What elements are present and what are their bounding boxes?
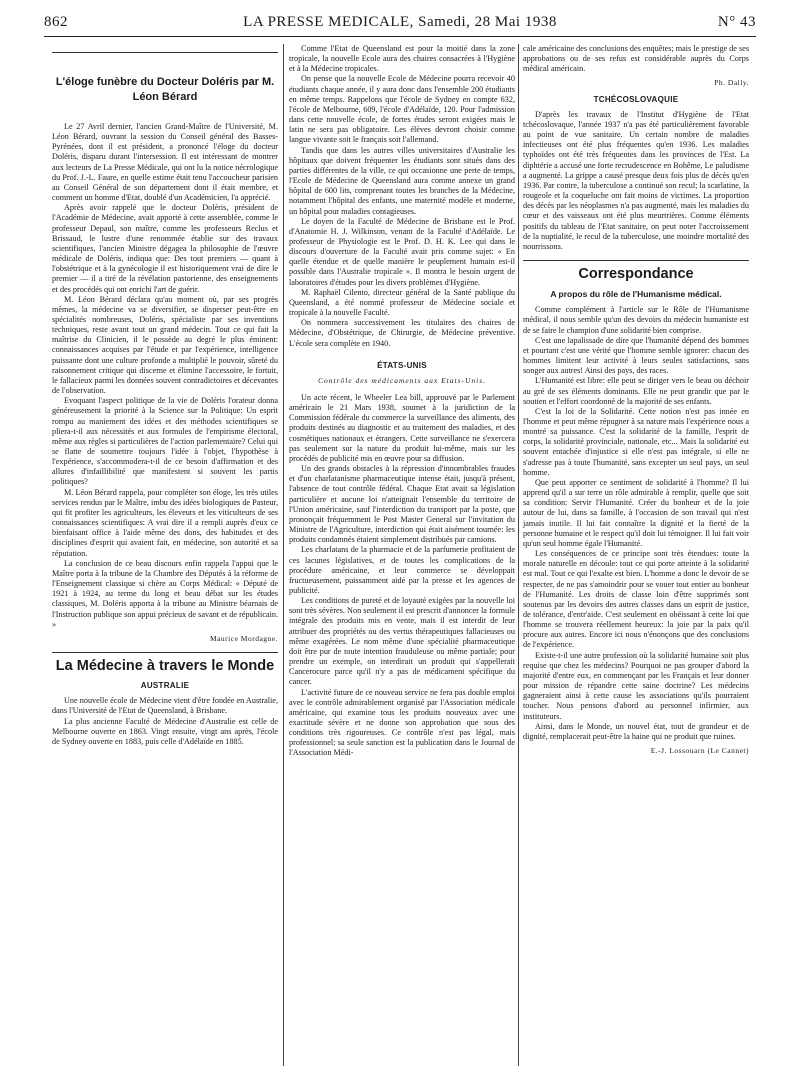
paragraph: D'après les travaux de l'Institut d'Hygiène de l'Etat tchécoslovaque, l'année 1937 n'a pas été particulièrement favorable au point de vue sanitaire. Un certain nombre de maladies infectieuses ont été plus fréquentes qu'en 1936. Les maladies typhoïdes ont été très fréquentes dans les provinces de l'Est. La diphtérie a accusé une forte recrudescence en Bohême, Le paludisme a augmenté. La grippe a causé presque deux fois plus de décès qu'en 1936. Par contre, la tuberculose a continué son recul; la scarlatine, la rougeole et la coqueluche ont fait moins de victimes. La proportion des décès par les néoplasmes n'a pas augmenté, mais les maladies du cœur et des vaisseaux ont été plus meurtrières. Comme éléments positifs du tableau de l'Etat sanitaire, on peut noter l'accroissement de la nuptialité, le recul de la tuberculose, une moindre mortalité des nourrissons. xyxy=(523,109,749,251)
paragraph: Après avoir rappelé que le docteur Doléris, président de l'Académie de Médecine, avait apporté à cette assemblée, comme le professeur Depaul, son maître, comme les professeurs Reclus et Brissaud, le lustre d'une renommée établie sur des travaux scientifiques, l'ancien Ministre dégagea la philosophie de l'œuvre médicale de Doléris, indiqua que: Des tout premiers — quant à l'obstétrique et à la gynécologie il est historiquement vrai de dire le premier — il a tiré de la révélation pastorienne, des enseignements et des procédés qui ont enrichi l'art de guérir. xyxy=(52,203,278,294)
paragraph: L'activité future de ce nouveau service ne fera pas double emploi avec le contrôle admirablement organisé par l'Association médicale américaine, qui examine tous les produits nouveaux avec une exactitude sévère et ne donne son approbation que sous des conditions très rigoureuses. Ce contrôle n'est pas légal, mais professionnel; sa seule sanction est la publication dans le Journal de l'Association Médi- xyxy=(289,687,515,758)
column-separator xyxy=(283,44,284,1066)
paragraph: Ainsi, dans le Monde, un nouvel état, tout de grandeur et de dignité, remplacerait peut-être la haine qui ne produit que ruines. xyxy=(523,721,749,741)
column-1 xyxy=(52,44,278,747)
paragraph: Un acte récent, le Wheeler Lea bill, approuvé par le Parlement américain le 21 Mars 1938, soumet à la juridiction de la Commission fédérale du commerce la surveillance des aliments, des produits destinés au diagnostic et au traitement des maladies, et des cosmétiques nationaux et étrangers. Cette surveillance ne s'exercera pas seulement sur la nature du produit lui-même, mais sur les procédés de publicité mis en œuvre pour sa diffusion. xyxy=(289,393,515,463)
article-title: L'éloge funèbre du Docteur Doléris par M. Léon Bérard xyxy=(55,76,275,103)
journal-title: LA PRESSE MEDICALE, Samedi, 28 Mai 1938 xyxy=(243,14,557,30)
paragraph: La conclusion de ce beau discours enfin rappela l'appui que le Maître porta à la tribune de la Chambre des Députés à la réforme de l'Enseignement classique si chère au Corps Médical: « Député de 1921 à 1924, au terme du long et beau débat sur les études classiques, M. Doléris apporta à la tribune au Ministre béarnais de l'Instruction publique son appui précieux de savant et de républicain. » xyxy=(52,558,278,629)
divider xyxy=(52,652,278,653)
paragraph: M. Léon Bérard rappela, pour compléter son éloge, les très utiles services rendus par le Maître, imbu des idées biologiques de Pasteur, qui fit profiter les agriculteurs, les éleveurs et les viticulteurs de ses connaissances scientifiques: A vrai dire il a rempli auprès d'eux ce bienfaisant office à l'aide même des dons, des habitudes et des disciplines d'esprit qui avaient fait, en médecine, son autorité et sa réputation. xyxy=(52,487,278,558)
paragraph: Le 27 Avril dernier, l'ancien Grand-Maître de l'Université, M. Léon Bérard, ouvrant la session du Conseil général des Basses-Pyrénées, dont il est président, a prononcé l'éloge du docteur Doléris, disparu durant l'intersession. Il est intéressant de montrer aux lecteurs de La Presse Médicale, qui ont lu la notice nécrologique du Prof. J.-L. Faure, en quelle estime était tenu l'accoucheur parisien au Conseil Général de son département dont il était membre, et comment un homme d'Etat, doublé d'un Académicien, l'a apprécié. xyxy=(52,122,278,203)
paragraph: C'est la loi de la Solidarité. Cette notion n'est pas innée en l'homme et peut même répugner à sa nature mais l'expérience nous a montré sa puissance. C'est la solidarité de la famille, l'esprit de corps, la solidarité provinciale, nationale, etc... Mais la solidarité est souvent entachée d'injustice si elle n'est pas intégrale, si elle ne s'adresse pas à toute l'humanité, sans excepter un seul pays, un seul homme. xyxy=(523,406,749,477)
column-separator xyxy=(518,44,519,1066)
paragraph: Une nouvelle école de Médecine vient d'être fondée en Australie, dans l'Université de l'Etat de Queensland, à Brisbane. xyxy=(52,696,278,716)
paragraph: Tandis que dans les autres villes universitaires d'Australie les hôpitaux que doivent fréquenter les étudiants sont situés dans des parties différentes de la ville, ce qui occasionne une perte de temps, l'Ecole de Médecine de Queensland aura comme annexe un grand hôpital de 600 lits, comprenant toutes les branches de la Médecine, notamment l'hôpital des enfants, une maternité modèle et moderne, un hôpital pour maladies contagieuses. xyxy=(289,145,515,216)
paragraph: La plus ancienne Faculté de Médecine d'Australie est celle de Melbourne ouverte en 1863. Vingt ensuite, vingt ans après, l'école de Sydney ouverte en 1883, puis celle d'Adélaïde en 1885. xyxy=(52,716,278,746)
divider xyxy=(52,52,278,53)
paragraph: Evoquant l'aspect politique de la vie de Doléris l'orateur donna généreusement la priorité à la Science sur la Politique: Un esprit rompu au maniement des idées et des méthodes scientifiques se pliera-t-il aux nécessités et aux formules de l'empirisme électoral, même aux règles si particulières de l'action parlementaire? Celui qui se flatte de soumettre toujours l'idée à l'objet, l'hypothèse à l'expérience, s'accommodera-t-il de ce besoin d'affirmation et des allures d'infaillibilité que manifestent si souvent les partis politiques? xyxy=(52,396,278,487)
section-subtitle: AUSTRALIE xyxy=(140,681,190,691)
paragraph: Le doyen de la Faculté de Médecine de Brisbane est le Prof. d'Anatomie H. J. Wilkinson, venant de la Faculté d'Adélaïde. Le professeur de Physiologie est le Prof. D. H. K. Lee qui dans le discours d'ouverture de la Faculté avait pris comme sujet: « En quelle étendue et de quelle manière le peuplement humain est-il possible dans l'Australie tropicale ». Il montra le besoin urgent de laboratoires d'études pour les divers problèmes d'Hygiène. xyxy=(289,216,515,287)
header-rule xyxy=(44,36,756,37)
signature: Ph. Dally. xyxy=(714,78,749,88)
section-subtitle: TCHÉCOSLOVAQUIE xyxy=(593,94,679,104)
paragraph: M. Raphaël Cilento, directeur général de la Santé publique du Queensland, a été nommé professeur de Médecine sociale et tropicale à la nouvelle Faculté. xyxy=(289,287,515,318)
paragraph: Un des grands obstacles à la répression d'innombrables fraudes et d'un charlatanisme pharmaceutique intense était, jusqu'à présent, l'absence de tout contrôle fédéral. Chaque Etat avait sa législation particulière et aucune loi n'atteignait l'ensemble du territoire de l'Union américaine, sauf l'interdiction du transport par la poste, que prononçait fréquemment le Post Master General sur l'invitation du Ministre de l'Agriculture, interdiction qui était aisément tournée: les produits condamnés étaient simplement distribués par camions. xyxy=(289,464,515,545)
paragraph: cale américaine des conclusions des enquêtes; mais le prestige de ses approbations ou de ses refus est considérable auprès du Corps médical américain. xyxy=(523,44,749,74)
page-number: 862 xyxy=(44,14,68,30)
paragraph: L'Humanité est libre: elle peut se diriger vers le beau ou déchoir au gré de ses éléments dominants. Elle ne peut grandir que par le soutien et l'effort coordonné de la majorité de ses enfants. xyxy=(523,376,749,406)
page-header xyxy=(44,14,756,32)
divider xyxy=(523,260,749,261)
paragraph: Les conséquences de ce principe sont très étendues: toute la morale naturelle en découle: tout ce qui porte atteinte à la solidarité est mal. Tout ce qui l'exalte est bien. L'homme a donc le devoir de se respecter, de ne pas s'amoindrir pour se vouer tout entier au bonheur de l'Humanité. Les droits de classe loin d'être supprimés sont soutenus par les devoirs des autres classes dans un esprit de justice, de tolérance, d'entr'aide. C'est seulement en obéissant à cette loi que l'homme se trouvera réellement heureux: la joie par la paix qu'il procure aux autres. Encore ici nous n'énonçons que des conclusions de l'expérience. xyxy=(523,549,749,650)
paragraph: Les charlatans de la pharmacie et de la parfumerie profitaient de ces lacunes législatives, et de toutes les complications de la procédure américaine, et leur commerce se développait fructueusement, puissamment aidé par la presse et les agences de publicité. xyxy=(289,545,515,595)
issue-number: N° 43 xyxy=(717,14,756,30)
section-title: La Médecine à travers le Monde xyxy=(55,657,275,674)
paragraph: Comme complément à l'article sur le Rôle de l'Humanisme médical, il nous semble qu'un des devoirs du médecin humaniste est de se faire le champion d'une solidarité bien comprise. xyxy=(523,305,749,335)
section-subtitle: ÉTATS-UNIS xyxy=(377,360,427,370)
paragraph: C'est une lapalissade de dire que l'humanité dépend des hommes et pourtant c'est une vérité que l'homme semble ignorer: chacun des hommes limitent leur activité à leurs seules satisfactions, sans songer aux autres! Ainsi des pays, des races. xyxy=(523,335,749,376)
paragraph: M. Léon Bérard déclara qu'au moment où, par ses progrès mêmes, la médecine va se diversifier, se disperser peut-être en spécialités nombreuses, Doléris, spécialiste par ses inventions techniques, reste avant tout un grand médecin. Tout ce qui fait la maîtrise du Clinicien, il le possède au degré le plus éminent: connaissances acquises par l'étude et par l'expérience, intelligence puissante dont une culture profonde a multiplié le pouvoir, sûreté du raisonnement critique qui discerne et élimine l'accessoire, le fortuit, le fallacieux parmi les données souvent contradictoires et décevantes de l'observation. xyxy=(52,294,278,396)
subsection-title: A propos du rôle de l'Humanisme médical. xyxy=(550,289,722,300)
paragraph: Comme l'Etat de Queensland est pour la moitié dans la zone tropicale, la nouvelle Ecole aura des chaires consacrées à l'Hygiène et à la Médecine tropicales. xyxy=(289,44,515,74)
section-title: Correspondance xyxy=(578,265,694,282)
signature: E.-J. Lossouarn (Le Cannet) xyxy=(650,746,749,755)
column-3 xyxy=(523,44,749,758)
paragraph: Que peut apporter ce sentiment de solidarité à l'homme? Il lui apprend qu'il a sur terre un rôle admirable à remplir, quelle que soit sa condition: Servir l'Humanité. Créer du bonheur et de la joie autour de lui, dans sa famille, à l'occasion de son travail qui n'est jamais inutile. Il lui fait connaître la dignité et la fierté de la personne humaine et le respect qu'il doit lui témoigner. Il lui fait voir qu'un seul homme égale l'Humanité. xyxy=(523,477,749,548)
paragraph: On pense que la nouvelle Ecole de Médecine pourra recevoir 40 étudiants chaque année, il y aura donc dans l'ensemble 200 étudiants en même temps. Rappelons que l'école de Sydney en compte 632, l'école de Melbourne, 609, l'école d'Adélaïde, 120. Pour l'admission dans cette nouvelle école, de fortes études seront exigées mais le latin ne sera pas obligatoire. Les élèves devront choisir comme langue vivante soit le français soit l'allemand. xyxy=(289,74,515,145)
paragraph: Existe-t-il une autre profession où la solidarité humaine soit plus requise que chez les médecins? Pourquoi ne pas grouper d'abord la majorité d'entre eux, en commençant par les Français et leur donner pour mission de répandre cette saine doctrine? Les médecins gagneraient ainsi à cette cause les associations qu'ils pourraient toucher. Nous pensons d'abord au personnel infirmier, aux instituteurs. xyxy=(523,650,749,721)
column-2 xyxy=(289,44,515,759)
paragraph: On nommera successivement les titulaires des chaires de Médecine, d'Obstétrique, de Chirurgie, de Médecine préventive. L'école sera complète en 1940. xyxy=(289,318,515,348)
subsection-title: Contrôle des médicaments aux Etats-Unis. xyxy=(317,375,487,385)
signature: Maurice Mordagne. xyxy=(209,633,278,643)
paragraph: Les conditions de pureté et de loyauté exigées par la nouvelle loi sont très sévères. Non seulement il est prescrit d'annoncer la formule intégrale des produits mis en vente, mais il est interdit de leur attribuer des propriétés ou des vertus thérapeutiques fallacieuses ou même exagérées. Le nom même d'une spécialité pharmaceutique doit être pur de toute intention frauduleuse ou même partiale; pour prendre un exemple, on interdirait un produit qui s'appellerait Cancerocure parce qu'il n'y a pas de médicament spécifique du cancer. xyxy=(289,596,515,687)
